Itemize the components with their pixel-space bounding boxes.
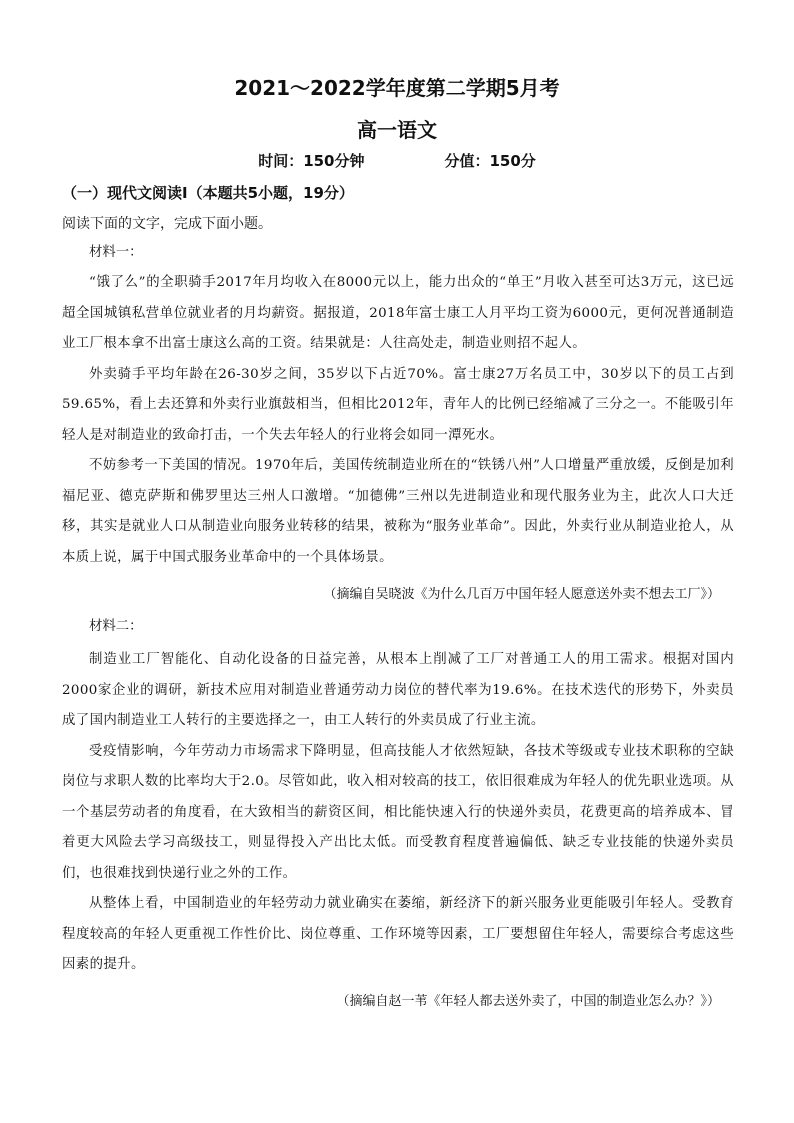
paragraph: “饿了么”的全职骑手2017年月均收入在8000元以上，能力出众的“单王”月收入甚至可达3万元，这已远超全国城镇私营单位就业者的月均薪资。据报道，2018年富士康工人月平均工资为6000元，更何况普通制造业工厂根本拿不出富士康这么高的工资。结果就是：人往高处走，制造业则招不起人。 — [62, 275, 734, 351]
subject-title: 高一语文 — [357, 118, 437, 142]
section-heading: （一）现代文阅读Ⅰ（本题共5小题，19分） — [62, 184, 354, 202]
exam-time: 时间：150分钟 — [258, 152, 365, 170]
paragraph: 不妨参考一下美国的情况。1970年后，美国传统制造业所在的“铁锈八州”人口增量严重放缓，反倒是加利福尼亚、德克萨斯和佛罗里达三州人口激增。“加德佛”三州以先进制造业和现代服务业为主，此次人口大迁移，其实是就业人口从制造业向服务业转移的结果，被称为“服务业革命”。因此，外卖行业从制造业抢人，从本质上说，属于中国式服务业革命中的一个具体场景。 — [62, 458, 734, 565]
material2-label: 材料二： — [89, 619, 143, 634]
material1-source: （摘编自吴晓波《为什么几百万中国年轻人愿意送外卖不想去工厂》） — [323, 587, 720, 602]
section-instruction: 阅读下面的文字，完成下面小题。 — [62, 216, 272, 232]
material1-body — [62, 268, 734, 573]
exam-meta — [0, 150, 794, 171]
material1-label: 材料一： — [89, 245, 143, 260]
paragraph: 外卖骑手平均年龄在26-30岁之间，35岁以下占近70%。富士康27万名员工中，30岁以下的员工占到59.65%，看上去还算和外卖行业旗鼓相当，但相比2012年，青年人的比例已经缩减了三分之一。不能吸引年轻人是对制造业的致命打击，一个失去年轻人的行业将会如同一潭死水。 — [62, 366, 734, 443]
material2-body — [62, 645, 734, 981]
paragraph: 受疫情影响，今年劳动力市场需求下降明显，但高技能人才依然短缺，各技术等级或专业技术职称的空缺岗位与求职人数的比率均大于2.0。尽管如此，收入相对较高的技工，依旧很难成为年轻人的优先职业选项。从一个基层劳动者的角度看，在大致相当的薪资区间，相比能快速入行的快递外卖员，花费更高的培养成本、冒着更大风险去学习高级技工，则显得投入产出比太低。而受教育程度普遍偏低、缺乏专业技能的快递外卖员们，也很难找到快递行业之外的工作。 — [62, 743, 734, 881]
material2-source: （摘编自赵一苇《年轻人都去送外卖了，中国的制造业怎么办？》） — [336, 994, 720, 1009]
exam-score: 分值：150分 — [444, 152, 536, 170]
paragraph: 从整体上看，中国制造业的年轻劳动力就业确实在萎缩，新经济下的新兴服务业更能吸引年轻人。受教育程度较高的年轻人更重视工作性价比、岗位尊重、工作环境等因素，工厂要想留住年轻人，需要综合考虑这些因素的提升。 — [62, 896, 734, 972]
paragraph: 制造业工厂智能化、自动化设备的日益完善，从根本上削减了工厂对普通工人的用工需求。根据对国内2000家企业的调研，新技术应用对制造业普通劳动力岗位的替代率为19.6%。在技术迭代的形势下，外卖员成了国内制造业工人转行的主要选择之一，由工人转行的外卖员成了行业主流。 — [62, 652, 734, 728]
exam-title: 2021～2022学年度第二学期5月考 — [234, 76, 560, 100]
